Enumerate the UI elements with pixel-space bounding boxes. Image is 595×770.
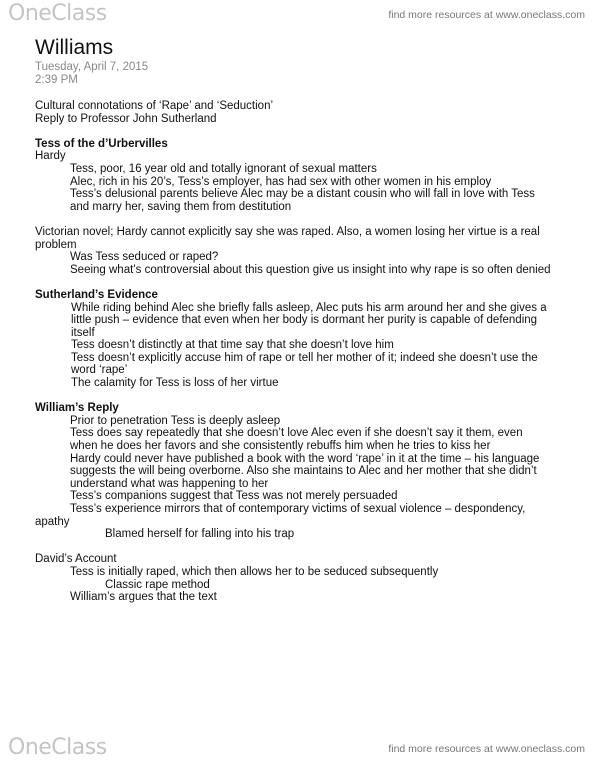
body-line: Alec, rich in his 20’s, Tess’s employer, has had sex with other women in his employ bbox=[70, 175, 492, 188]
body-line: problem bbox=[35, 238, 77, 251]
body-line: Classic rape method bbox=[105, 578, 210, 591]
body-line: Hardy bbox=[35, 150, 66, 163]
body-line: Tess doesn’t distinctly at that time say that she doesn’t love him bbox=[71, 339, 394, 352]
body-line: when he does her favors and she consistently rebuffs him when he tries to kiss her bbox=[70, 440, 491, 453]
header-tagline[interactable]: find more resources at www.oneclass.com bbox=[388, 9, 585, 21]
section-heading: Tess of the d’Urbervilles bbox=[35, 137, 168, 150]
body-line: Tess’s delusional parents believe Alec may be a distant cousin who will fall in love with Tess bbox=[70, 188, 535, 201]
body-line: Cultural connotations of ‘Rape’ and ‘Seduction’ bbox=[35, 100, 274, 112]
page-footer bbox=[0, 734, 595, 768]
note-date: Tuesday, April 7, 2015 bbox=[35, 61, 149, 73]
body-line: Was Tess seduced or raped? bbox=[70, 251, 219, 264]
body-line: Victorian novel; Hardy cannot explicitly say she was raped. Also, a women losing her virtue is a real bbox=[35, 225, 540, 238]
note-title: Williams bbox=[35, 36, 114, 59]
body-line: Tess does say repeatedly that she doesn’t love Alec even if she doesn’t say it them, even bbox=[70, 427, 523, 440]
body-line: Blamed herself for falling into his trap bbox=[105, 528, 295, 541]
body-line: Tess doesn’t explicitly accuse him of rape or tell her mother of it; indeed she doesn’t use the bbox=[71, 351, 538, 364]
body-line: Hardy could never have published a book with the word ‘rape’ in it at the time – his language bbox=[70, 452, 540, 465]
section-heading: William’s Reply bbox=[35, 402, 119, 415]
body-line: Seeing what’s controversial about this question give us insight into why rape is so often denied bbox=[70, 263, 551, 276]
footer-tagline[interactable]: find more resources at www.oneclass.com bbox=[388, 743, 585, 755]
page-header bbox=[0, 0, 595, 34]
body-line: understand what was happening to her bbox=[70, 477, 269, 490]
body-line: suggests the will being overborne. Also she maintains to Alec and her mother that she didn’t bbox=[70, 465, 537, 478]
body-line: Tess’s companions suggest that Tess was not merely persuaded bbox=[70, 490, 398, 503]
body-line: David’s Account bbox=[35, 553, 117, 566]
note-time: 2:39 PM bbox=[35, 74, 78, 86]
body-line: itself bbox=[71, 326, 95, 339]
section-heading: Sutherland’s Evidence bbox=[35, 288, 158, 301]
body-line: Prior to penetration Tess is deeply asleep bbox=[70, 414, 281, 427]
body-line: William’s argues that the text bbox=[70, 591, 217, 604]
note-body bbox=[35, 100, 565, 604]
oneclass-logo[interactable]: OneClass bbox=[8, 1, 107, 26]
body-line: The calamity for Tess is loss of her virtue bbox=[71, 377, 279, 390]
body-line: Tess’s experience mirrors that of contemporary victims of sexual violence – despondency, bbox=[70, 503, 526, 515]
body-line: Reply to Professor John Sutherland bbox=[35, 112, 217, 125]
body-line: and marry her, saving them from destitution bbox=[70, 200, 292, 213]
body-line: apathy bbox=[35, 515, 70, 528]
body-line: little push – evidence that even when her body is dormant her purity is capable of defending bbox=[71, 314, 538, 327]
body-line: While riding behind Alec she briefly falls asleep, Alec puts his arm around her and she gives a bbox=[71, 301, 547, 314]
oneclass-logo[interactable]: OneClass bbox=[8, 735, 107, 760]
body-line: word ‘rape’ bbox=[71, 364, 128, 377]
body-line: Tess, poor, 16 year old and totally ignorant of sexual matters bbox=[70, 162, 377, 175]
body-line: Tess is initially raped, which then allows her to be seduced subsequently bbox=[70, 565, 439, 578]
